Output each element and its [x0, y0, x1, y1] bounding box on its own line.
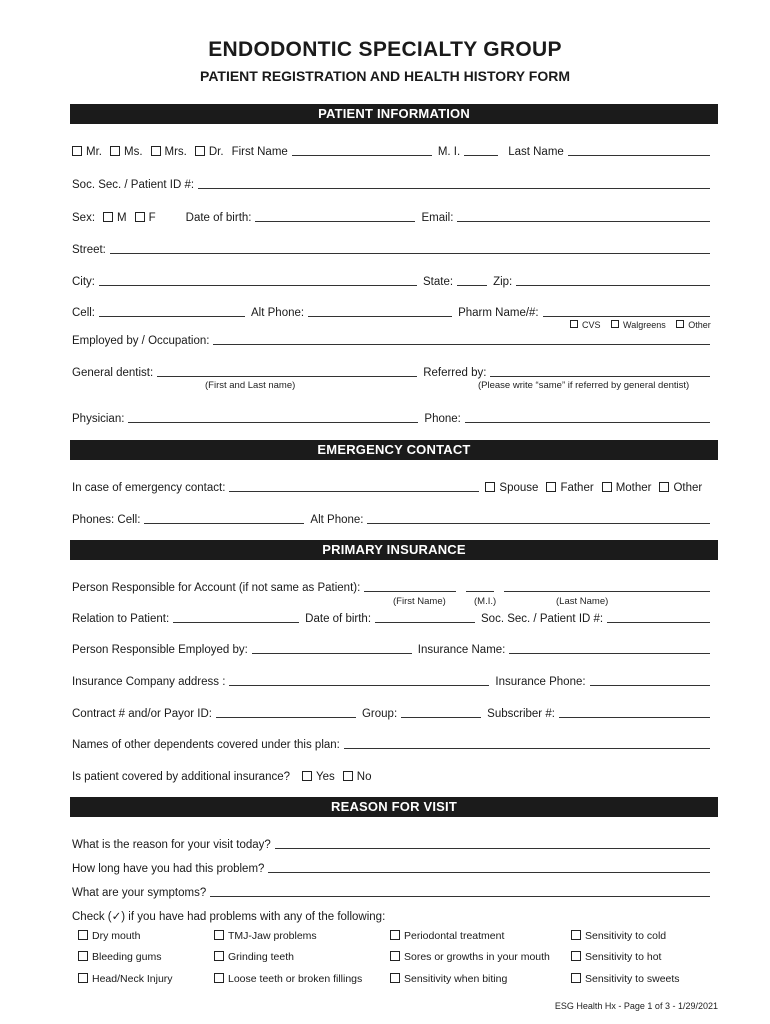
symptoms-row	[72, 883, 716, 899]
group-label: Group:	[361, 708, 398, 720]
state-label: State:	[423, 276, 454, 288]
checkbox-icon	[659, 482, 669, 492]
relation-other[interactable]: Other	[659, 482, 702, 494]
relation-row	[72, 609, 716, 625]
phone-label: Phone:	[424, 413, 461, 425]
checkbox-icon	[103, 212, 113, 222]
checkbox-icon	[485, 482, 495, 492]
ssn-field[interactable]	[198, 176, 710, 189]
title-ms[interactable]: Ms.	[110, 146, 143, 158]
subscriber-label: Subscriber #:	[487, 708, 555, 720]
street-label: Street:	[72, 244, 106, 256]
checkbox-icon	[343, 771, 353, 781]
relation-field[interactable]	[173, 610, 299, 623]
group-field[interactable]	[401, 705, 481, 718]
checkbox-icon	[571, 951, 581, 961]
sex-f[interactable]: F	[135, 212, 156, 224]
checkbox-icon	[570, 320, 578, 328]
general-dentist-label: General dentist:	[72, 367, 154, 379]
physician-field[interactable]	[128, 410, 418, 423]
pharm-walgreens[interactable]: Walgreens	[611, 320, 666, 330]
ssn-row	[72, 175, 716, 191]
state-field[interactable]	[457, 273, 487, 286]
contract-label: Contract # and/or Payor ID:	[72, 708, 212, 720]
emergency-cell-field[interactable]	[144, 511, 304, 524]
title-dr[interactable]: Dr.	[195, 146, 224, 158]
responsible-first-field[interactable]	[364, 579, 456, 592]
reason-field[interactable]	[275, 836, 710, 849]
dob-field[interactable]	[255, 209, 415, 222]
checkbox-icon	[602, 482, 612, 492]
problem-sensitivity-cold[interactable]: Sensitivity to cold	[571, 930, 666, 942]
checkbox-icon	[390, 951, 400, 961]
problem-dry-mouth[interactable]: Dry mouth	[78, 930, 140, 942]
how-long-field[interactable]	[268, 860, 710, 873]
email-field[interactable]	[457, 209, 710, 222]
pharm-field[interactable]	[543, 304, 710, 317]
pharm-options	[570, 320, 719, 331]
checkbox-icon	[195, 146, 205, 156]
employer-label: Person Responsible Employed by:	[72, 644, 248, 656]
first-name-field[interactable]	[292, 143, 432, 156]
dob-label: Date of birth:	[185, 212, 252, 224]
dependents-row	[72, 735, 716, 751]
problem-sensitivity-hot[interactable]: Sensitivity to hot	[571, 951, 661, 963]
ins-ssn-field[interactable]	[607, 610, 710, 623]
additional-label: Is patient covered by additional insurance?	[72, 771, 291, 783]
relation-spouse[interactable]: Spouse	[485, 482, 538, 494]
problem-sensitivity-sweets[interactable]: Sensitivity to sweets	[571, 973, 680, 985]
checkbox-icon	[78, 951, 88, 961]
city-field[interactable]	[99, 273, 417, 286]
physician-row	[72, 409, 716, 425]
responsible-mi-field[interactable]	[466, 579, 494, 592]
dependents-label: Names of other dependents covered under this plan:	[72, 739, 340, 751]
relation-mother[interactable]: Mother	[602, 482, 652, 494]
dentist-row	[72, 363, 716, 379]
first-name-note: (First Name)	[393, 596, 446, 607]
additional-no[interactable]: No	[343, 771, 372, 783]
employed-row	[72, 331, 716, 347]
emergency-contact-field[interactable]	[229, 479, 479, 492]
contract-field[interactable]	[216, 705, 356, 718]
city-label: City:	[72, 276, 95, 288]
physician-phone-field[interactable]	[465, 410, 710, 423]
sex-m[interactable]: M	[103, 212, 127, 224]
alt-phone-label: Alt Phone:	[251, 307, 305, 319]
how-long-label: How long have you had this problem?	[72, 863, 265, 875]
problem-head-neck-injury[interactable]: Head/Neck Injury	[78, 973, 173, 985]
pharm-cvs[interactable]: CVS	[570, 320, 601, 330]
sex-row	[72, 208, 716, 224]
section-emergency-contact: EMERGENCY CONTACT	[70, 440, 718, 460]
emergency-row	[72, 478, 716, 494]
problem-bleeding-gums[interactable]: Bleeding gums	[78, 951, 161, 963]
ins-dob-label: Date of birth:	[305, 613, 372, 625]
relation-father[interactable]: Father	[546, 482, 593, 494]
employer-row	[72, 640, 716, 656]
check-prompt: Check (✓) if you have had problems with any of the following:	[72, 911, 386, 923]
referred-by-label: Referred by:	[423, 367, 487, 379]
zip-label: Zip:	[493, 276, 513, 288]
contract-row	[72, 704, 716, 720]
problem-grinding-teeth[interactable]: Grinding teeth	[214, 951, 294, 963]
last-name-label: Last Name	[508, 146, 564, 158]
checkbox-icon	[390, 930, 400, 940]
checkbox-icon	[302, 771, 312, 781]
title-mrs[interactable]: Mrs.	[151, 146, 187, 158]
problem-sores[interactable]: Sores or growths in your mouth	[390, 951, 550, 963]
problem-periodontal[interactable]: Periodontal treatment	[390, 930, 504, 942]
ins-name-field[interactable]	[509, 641, 710, 654]
checkbox-icon	[78, 973, 88, 983]
problem-tmj[interactable]: TMJ-Jaw problems	[214, 930, 317, 942]
cell-label: Cell:	[72, 307, 96, 319]
checkbox-icon	[571, 973, 581, 983]
additional-row	[72, 767, 716, 783]
relation-label: Relation to Patient:	[72, 613, 170, 625]
page-footer: ESG Health Hx - Page 1 of 3 - 1/29/2021	[554, 1001, 718, 1011]
symptoms-label: What are your symptoms?	[72, 887, 207, 899]
ins-phone-label: Insurance Phone:	[495, 676, 586, 688]
referred-by-field[interactable]	[490, 364, 710, 377]
problem-sensitivity-biting[interactable]: Sensitivity when biting	[390, 973, 507, 985]
reason-label: What is the reason for your visit today?	[72, 839, 271, 851]
general-dentist-field[interactable]	[157, 364, 417, 377]
cell-field[interactable]	[99, 304, 245, 317]
problem-loose-teeth[interactable]: Loose teeth or broken fillings	[214, 973, 362, 985]
checkbox-icon	[676, 320, 684, 328]
sex-label: Sex:	[72, 212, 96, 224]
company-row	[72, 672, 716, 688]
same-note: (Please write “same” if referred by general dentist)	[478, 380, 690, 391]
ins-ssn-label: Soc. Sec. / Patient ID #:	[481, 613, 604, 625]
checkbox-icon	[151, 146, 161, 156]
check-prompt-row	[72, 907, 716, 923]
company-address-label: Insurance Company address :	[72, 676, 226, 688]
last-name-note: (Last Name)	[556, 596, 609, 607]
ins-name-label: Insurance Name:	[417, 644, 506, 656]
first-name-label: First Name	[231, 146, 288, 158]
responsible-last-field[interactable]	[504, 579, 710, 592]
section-patient-information: PATIENT INFORMATION	[70, 104, 718, 124]
name-row	[72, 142, 716, 158]
responsible-label: Person Responsible for Account (if not same as Patient):	[72, 582, 361, 594]
ins-phone-field[interactable]	[590, 673, 710, 686]
street-row	[72, 240, 716, 256]
checkbox-icon	[546, 482, 556, 492]
first-last-note: (First and Last name)	[205, 380, 296, 391]
subscriber-field[interactable]	[559, 705, 710, 718]
dependents-field[interactable]	[344, 736, 710, 749]
additional-yes[interactable]: Yes	[302, 771, 335, 783]
last-name-field[interactable]	[568, 143, 710, 156]
email-label: Email:	[421, 212, 454, 224]
phone-row	[72, 303, 716, 319]
ins-dob-field[interactable]	[375, 610, 475, 623]
checkbox-icon	[214, 930, 224, 940]
reason-row	[72, 835, 716, 851]
checkbox-icon	[214, 973, 224, 983]
checkbox-icon	[78, 930, 88, 940]
how-long-row	[72, 859, 716, 875]
emergency-cell-label: Phones: Cell:	[72, 514, 141, 526]
form-title: ENDODONTIC SPECIALTY GROUP	[208, 38, 562, 61]
checkbox-icon	[135, 212, 145, 222]
street-field[interactable]	[110, 241, 710, 254]
checkbox-icon	[611, 320, 619, 328]
emergency-contact-label: In case of emergency contact:	[72, 482, 226, 494]
checkbox-icon	[571, 930, 581, 940]
form-subtitle: PATIENT REGISTRATION AND HEALTH HISTORY FORM	[200, 68, 570, 84]
responsible-row	[72, 578, 716, 594]
title-mr[interactable]: Mr.	[72, 146, 102, 158]
mi-label: M. I.	[437, 146, 461, 158]
employed-label: Employed by / Occupation:	[72, 335, 210, 347]
emergency-alt-phone-field[interactable]	[367, 511, 710, 524]
checkbox-icon	[110, 146, 120, 156]
emergency-alt-phone-label: Alt Phone:	[310, 514, 364, 526]
city-row	[72, 272, 716, 288]
pharm-other[interactable]: Other	[676, 320, 711, 330]
employed-field[interactable]	[213, 332, 710, 345]
checkbox-icon	[390, 973, 400, 983]
section-primary-insurance: PRIMARY INSURANCE	[70, 540, 718, 560]
zip-field[interactable]	[516, 273, 710, 286]
mi-field[interactable]	[464, 143, 498, 156]
alt-phone-field[interactable]	[308, 304, 452, 317]
company-address-field[interactable]	[229, 673, 489, 686]
checkbox-icon	[72, 146, 82, 156]
section-reason-for-visit: REASON FOR VISIT	[70, 797, 718, 817]
pharm-label: Pharm Name/#:	[458, 307, 539, 319]
symptoms-field[interactable]	[210, 884, 710, 897]
physician-label: Physician:	[72, 413, 125, 425]
mi-note: (M.I.)	[474, 596, 497, 607]
checkbox-icon	[214, 951, 224, 961]
ssn-label: Soc. Sec. / Patient ID #:	[72, 179, 195, 191]
emergency-phones-row	[72, 510, 716, 526]
employer-field[interactable]	[252, 641, 412, 654]
